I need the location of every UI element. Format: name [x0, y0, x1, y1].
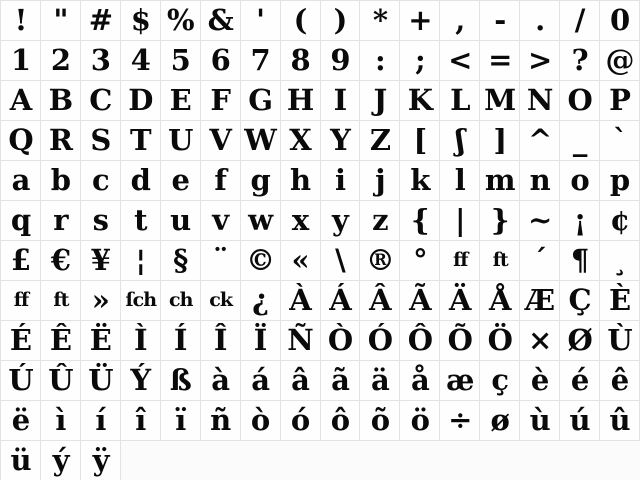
glyph-cell[interactable]: ï [161, 401, 201, 441]
glyph-cell[interactable]: 9 [321, 41, 361, 81]
glyph-cell[interactable]: q [1, 201, 41, 241]
glyph-row [1, 361, 640, 401]
glyph-cell[interactable]: Ú [1, 361, 41, 401]
glyph-cell[interactable]: Ê [41, 321, 81, 361]
glyph-row [1, 441, 640, 480]
glyph-cell[interactable]: L [440, 81, 480, 121]
glyph-cell[interactable]: 7 [241, 41, 281, 81]
glyph-cell[interactable]: [ [400, 121, 440, 161]
glyph-cell[interactable]: ý [41, 441, 81, 480]
glyph-cell[interactable]: ; [400, 41, 440, 81]
glyph-cell[interactable]: Ý [121, 361, 161, 401]
glyph-cell[interactable]: m [480, 161, 520, 201]
glyph-cell[interactable]: ? [560, 41, 600, 81]
glyph-cell[interactable]: 2 [41, 41, 81, 81]
glyph-cell[interactable]: Ç [560, 281, 600, 321]
glyph-cell[interactable]: ff [1, 281, 41, 321]
glyph-cell[interactable]: é [560, 361, 600, 401]
glyph-row [1, 161, 640, 201]
glyph-cell[interactable]: Ï [241, 321, 281, 361]
glyph-cell[interactable]: U [161, 121, 201, 161]
glyph-cell[interactable]: z [360, 201, 400, 241]
glyph-cell[interactable]: < [440, 41, 480, 81]
glyph-cell[interactable]: » [81, 281, 121, 321]
glyph-cell[interactable]: p [600, 161, 640, 201]
glyph-cell[interactable]: e [161, 161, 201, 201]
glyph-cell[interactable]: K [400, 81, 440, 121]
glyph-cell[interactable]: ^ [520, 121, 560, 161]
glyph-cell[interactable]: h [281, 161, 321, 201]
glyph-cell[interactable]: { [400, 201, 440, 241]
glyph-cell[interactable]: ÷ [440, 401, 480, 441]
glyph-cell[interactable]: r [41, 201, 81, 241]
glyph-cell[interactable]: y [321, 201, 361, 241]
glyph-cell[interactable]: ¡ [560, 201, 600, 241]
glyph-cell[interactable]: Â [360, 281, 400, 321]
glyph-cell[interactable]: W [241, 121, 281, 161]
glyph-cell[interactable]: w [241, 201, 281, 241]
glyph-cell[interactable]: c [81, 161, 121, 201]
glyph-cell[interactable]: Í [161, 321, 201, 361]
glyph-cell[interactable]: O [560, 81, 600, 121]
glyph-cell[interactable]: ÿ [81, 441, 121, 480]
glyph-cell[interactable]: Î [201, 321, 241, 361]
glyph-cell[interactable]: Ä [440, 281, 480, 321]
glyph-cell[interactable]: ß [161, 361, 201, 401]
glyph-cell[interactable]: & [201, 1, 241, 41]
glyph-cell[interactable]: Ì [121, 321, 161, 361]
glyph-cell[interactable]: â [281, 361, 321, 401]
glyph-cell[interactable]: ft [480, 241, 520, 281]
glyph-cell[interactable]: v [201, 201, 241, 241]
glyph-cell[interactable]: ® [360, 241, 400, 281]
glyph-cell[interactable]: ( [281, 1, 321, 41]
glyph-cell[interactable]: ô [321, 401, 361, 441]
glyph-cell[interactable]: - [480, 1, 520, 41]
glyph-cell[interactable]: | [440, 201, 480, 241]
glyph-cell[interactable]: Z [360, 121, 400, 161]
glyph-cell[interactable]: Ü [81, 361, 121, 401]
glyph-cell[interactable]: u [161, 201, 201, 241]
glyph-cell[interactable]: Ã [400, 281, 440, 321]
glyph-cell[interactable]: C [81, 81, 121, 121]
glyph-row [1, 1, 640, 41]
glyph-cell[interactable]: û [600, 401, 640, 441]
glyph-cell[interactable]: § [161, 241, 201, 281]
glyph-cell[interactable]: S [81, 121, 121, 161]
glyph-cell[interactable]: ú [560, 401, 600, 441]
glyph-cell[interactable]: ff [440, 241, 480, 281]
glyph-cell[interactable]: ¢ [600, 201, 640, 241]
glyph-cell[interactable]: ſch [121, 281, 161, 321]
glyph-cell[interactable]: . [520, 1, 560, 41]
glyph-cell[interactable]: « [281, 241, 321, 281]
glyph-row [1, 321, 640, 361]
glyph-cell[interactable]: ò [241, 401, 281, 441]
glyph-cell[interactable]: : [360, 41, 400, 81]
glyph-cell[interactable]: ç [480, 361, 520, 401]
glyph-cell[interactable]: ° [400, 241, 440, 281]
glyph-cell[interactable]: n [520, 161, 560, 201]
glyph-cell[interactable]: á [241, 361, 281, 401]
glyph-cell[interactable]: ) [321, 1, 361, 41]
glyph-cell[interactable]: À [281, 281, 321, 321]
glyph-cell[interactable]: í [81, 401, 121, 441]
glyph-cell[interactable]: s [81, 201, 121, 241]
glyph-cell[interactable]: ft [41, 281, 81, 321]
glyph-cell[interactable]: B [41, 81, 81, 121]
glyph-cell[interactable]: f [201, 161, 241, 201]
glyph-cell[interactable]: o [560, 161, 600, 201]
glyph-cell[interactable]: ch [161, 281, 201, 321]
glyph-row [1, 281, 640, 321]
glyph-cell[interactable]: N [520, 81, 560, 121]
glyph-row [1, 241, 640, 281]
glyph-cell[interactable]: Ò [321, 321, 361, 361]
glyph-cell[interactable]: ~ [520, 201, 560, 241]
glyph-cell[interactable]: P [600, 81, 640, 121]
glyph-cell[interactable]: t [121, 201, 161, 241]
glyph-cell[interactable]: I [321, 81, 361, 121]
glyph-cell[interactable]: © [241, 241, 281, 281]
glyph-cell[interactable]: ì [41, 401, 81, 441]
glyph-cell[interactable]: Ø [560, 321, 600, 361]
glyph-cell[interactable]: b [41, 161, 81, 201]
glyph-cell[interactable]: X [281, 121, 321, 161]
glyph-cell[interactable]: V [201, 121, 241, 161]
glyph-cell[interactable]: / [560, 1, 600, 41]
glyph-cell[interactable]: R [41, 121, 81, 161]
glyph-cell[interactable]: ¶ [560, 241, 600, 281]
glyph-row [1, 81, 640, 121]
glyph-cell[interactable]: g [241, 161, 281, 201]
glyph-cell[interactable]: ü [1, 441, 41, 480]
glyph-cell[interactable]: E [161, 81, 201, 121]
glyph-cell[interactable]: ä [360, 361, 400, 401]
glyph-cell[interactable]: H [281, 81, 321, 121]
glyph-cell[interactable]: ñ [201, 401, 241, 441]
glyph-cell[interactable]: Å [480, 281, 520, 321]
glyph-cell[interactable]: _ [560, 121, 600, 161]
glyph-cell[interactable]: € [41, 241, 81, 281]
glyph-cell[interactable]: à [201, 361, 241, 401]
glyph-cell[interactable]: £ [1, 241, 41, 281]
glyph-cell[interactable]: > [520, 41, 560, 81]
glyph-cell[interactable]: ¥ [81, 241, 121, 281]
glyph-cell[interactable]: d [121, 161, 161, 201]
glyph-cell[interactable]: x [281, 201, 321, 241]
glyph-cell[interactable]: Ó [360, 321, 400, 361]
glyph-cell[interactable]: l [440, 161, 480, 201]
glyph-cell[interactable]: Ë [81, 321, 121, 361]
glyph-cell[interactable]: * [360, 1, 400, 41]
glyph-cell[interactable]: Æ [520, 281, 560, 321]
glyph-cell[interactable]: Á [321, 281, 361, 321]
glyph-cell[interactable]: A [1, 81, 41, 121]
glyph-row [1, 121, 640, 161]
glyph-cell[interactable]: = [480, 41, 520, 81]
glyph-cell[interactable]: ù [520, 401, 560, 441]
glyph-cell[interactable]: D [121, 81, 161, 121]
glyph-cell[interactable]: Ô [400, 321, 440, 361]
glyph-cell[interactable]: è [520, 361, 560, 401]
glyph-cell[interactable]: @ [600, 41, 640, 81]
glyph-cell[interactable]: ' [241, 1, 281, 41]
glyph-row [1, 201, 640, 241]
glyph-cell[interactable]: ó [281, 401, 321, 441]
glyph-cell[interactable]: ø [480, 401, 520, 441]
glyph-cell[interactable]: 4 [121, 41, 161, 81]
glyph-cell[interactable]: ê [600, 361, 640, 401]
glyph-cell[interactable]: + [400, 1, 440, 41]
glyph-cell[interactable]: È [600, 281, 640, 321]
glyph-cell[interactable]: ö [400, 401, 440, 441]
glyph-cell[interactable]: 6 [201, 41, 241, 81]
glyph-cell[interactable]: F [201, 81, 241, 121]
glyph-cell[interactable]: × [520, 321, 560, 361]
glyph-cell[interactable]: Ö [480, 321, 520, 361]
glyph-cell[interactable]: Õ [440, 321, 480, 361]
glyph-cell[interactable]: Ñ [281, 321, 321, 361]
glyph-cell[interactable]: 5 [161, 41, 201, 81]
glyph-cell[interactable]: ` [600, 121, 640, 161]
glyph-cell[interactable]: j [360, 161, 400, 201]
glyph-cell[interactable]: Ù [600, 321, 640, 361]
glyph-cell[interactable]: æ [440, 361, 480, 401]
glyph-cell[interactable]: õ [360, 401, 400, 441]
glyph-cell[interactable]: G [241, 81, 281, 121]
glyph-cell[interactable]: \ [321, 241, 361, 281]
glyph-cell[interactable]: å [400, 361, 440, 401]
glyph-cell[interactable]: ck [201, 281, 241, 321]
glyph-cell[interactable]: 3 [81, 41, 121, 81]
glyph-cell[interactable]: ¦ [121, 241, 161, 281]
glyph-cell[interactable]: a [1, 161, 41, 201]
glyph-cell[interactable]: ! [1, 1, 41, 41]
glyph-cell[interactable]: ¨ [201, 241, 241, 281]
glyph-cell[interactable]: ë [1, 401, 41, 441]
glyph-cell[interactable]: $ [121, 1, 161, 41]
glyph-row [1, 401, 640, 441]
glyph-cell[interactable]: ¸ [600, 241, 640, 281]
glyph-cell[interactable]: M [480, 81, 520, 121]
glyph-cell[interactable]: k [400, 161, 440, 201]
glyph-cell[interactable]: ´ [520, 241, 560, 281]
glyph-cell[interactable]: Q [1, 121, 41, 161]
glyph-cell[interactable]: 8 [281, 41, 321, 81]
glyph-cell[interactable]: " [41, 1, 81, 41]
glyph-cell[interactable]: i [321, 161, 361, 201]
glyph-cell[interactable]: ] [480, 121, 520, 161]
glyph-cell[interactable]: % [161, 1, 201, 41]
glyph-cell[interactable]: 1 [1, 41, 41, 81]
glyph-cell[interactable]: T [121, 121, 161, 161]
glyph-cell[interactable]: J [360, 81, 400, 121]
glyph-cell[interactable]: , [440, 1, 480, 41]
glyph-cell[interactable]: É [1, 321, 41, 361]
glyph-cell[interactable]: 0 [600, 1, 640, 41]
glyph-cell[interactable]: ¿ [241, 281, 281, 321]
glyph-cell[interactable]: Y [321, 121, 361, 161]
glyph-cell[interactable]: # [81, 1, 121, 41]
glyph-cell[interactable]: î [121, 401, 161, 441]
glyph-cell[interactable]: ã [321, 361, 361, 401]
glyph-cell[interactable]: } [480, 201, 520, 241]
glyph-row [1, 41, 640, 81]
glyph-cell[interactable]: ʃ [440, 121, 480, 161]
glyph-cell[interactable]: Û [41, 361, 81, 401]
